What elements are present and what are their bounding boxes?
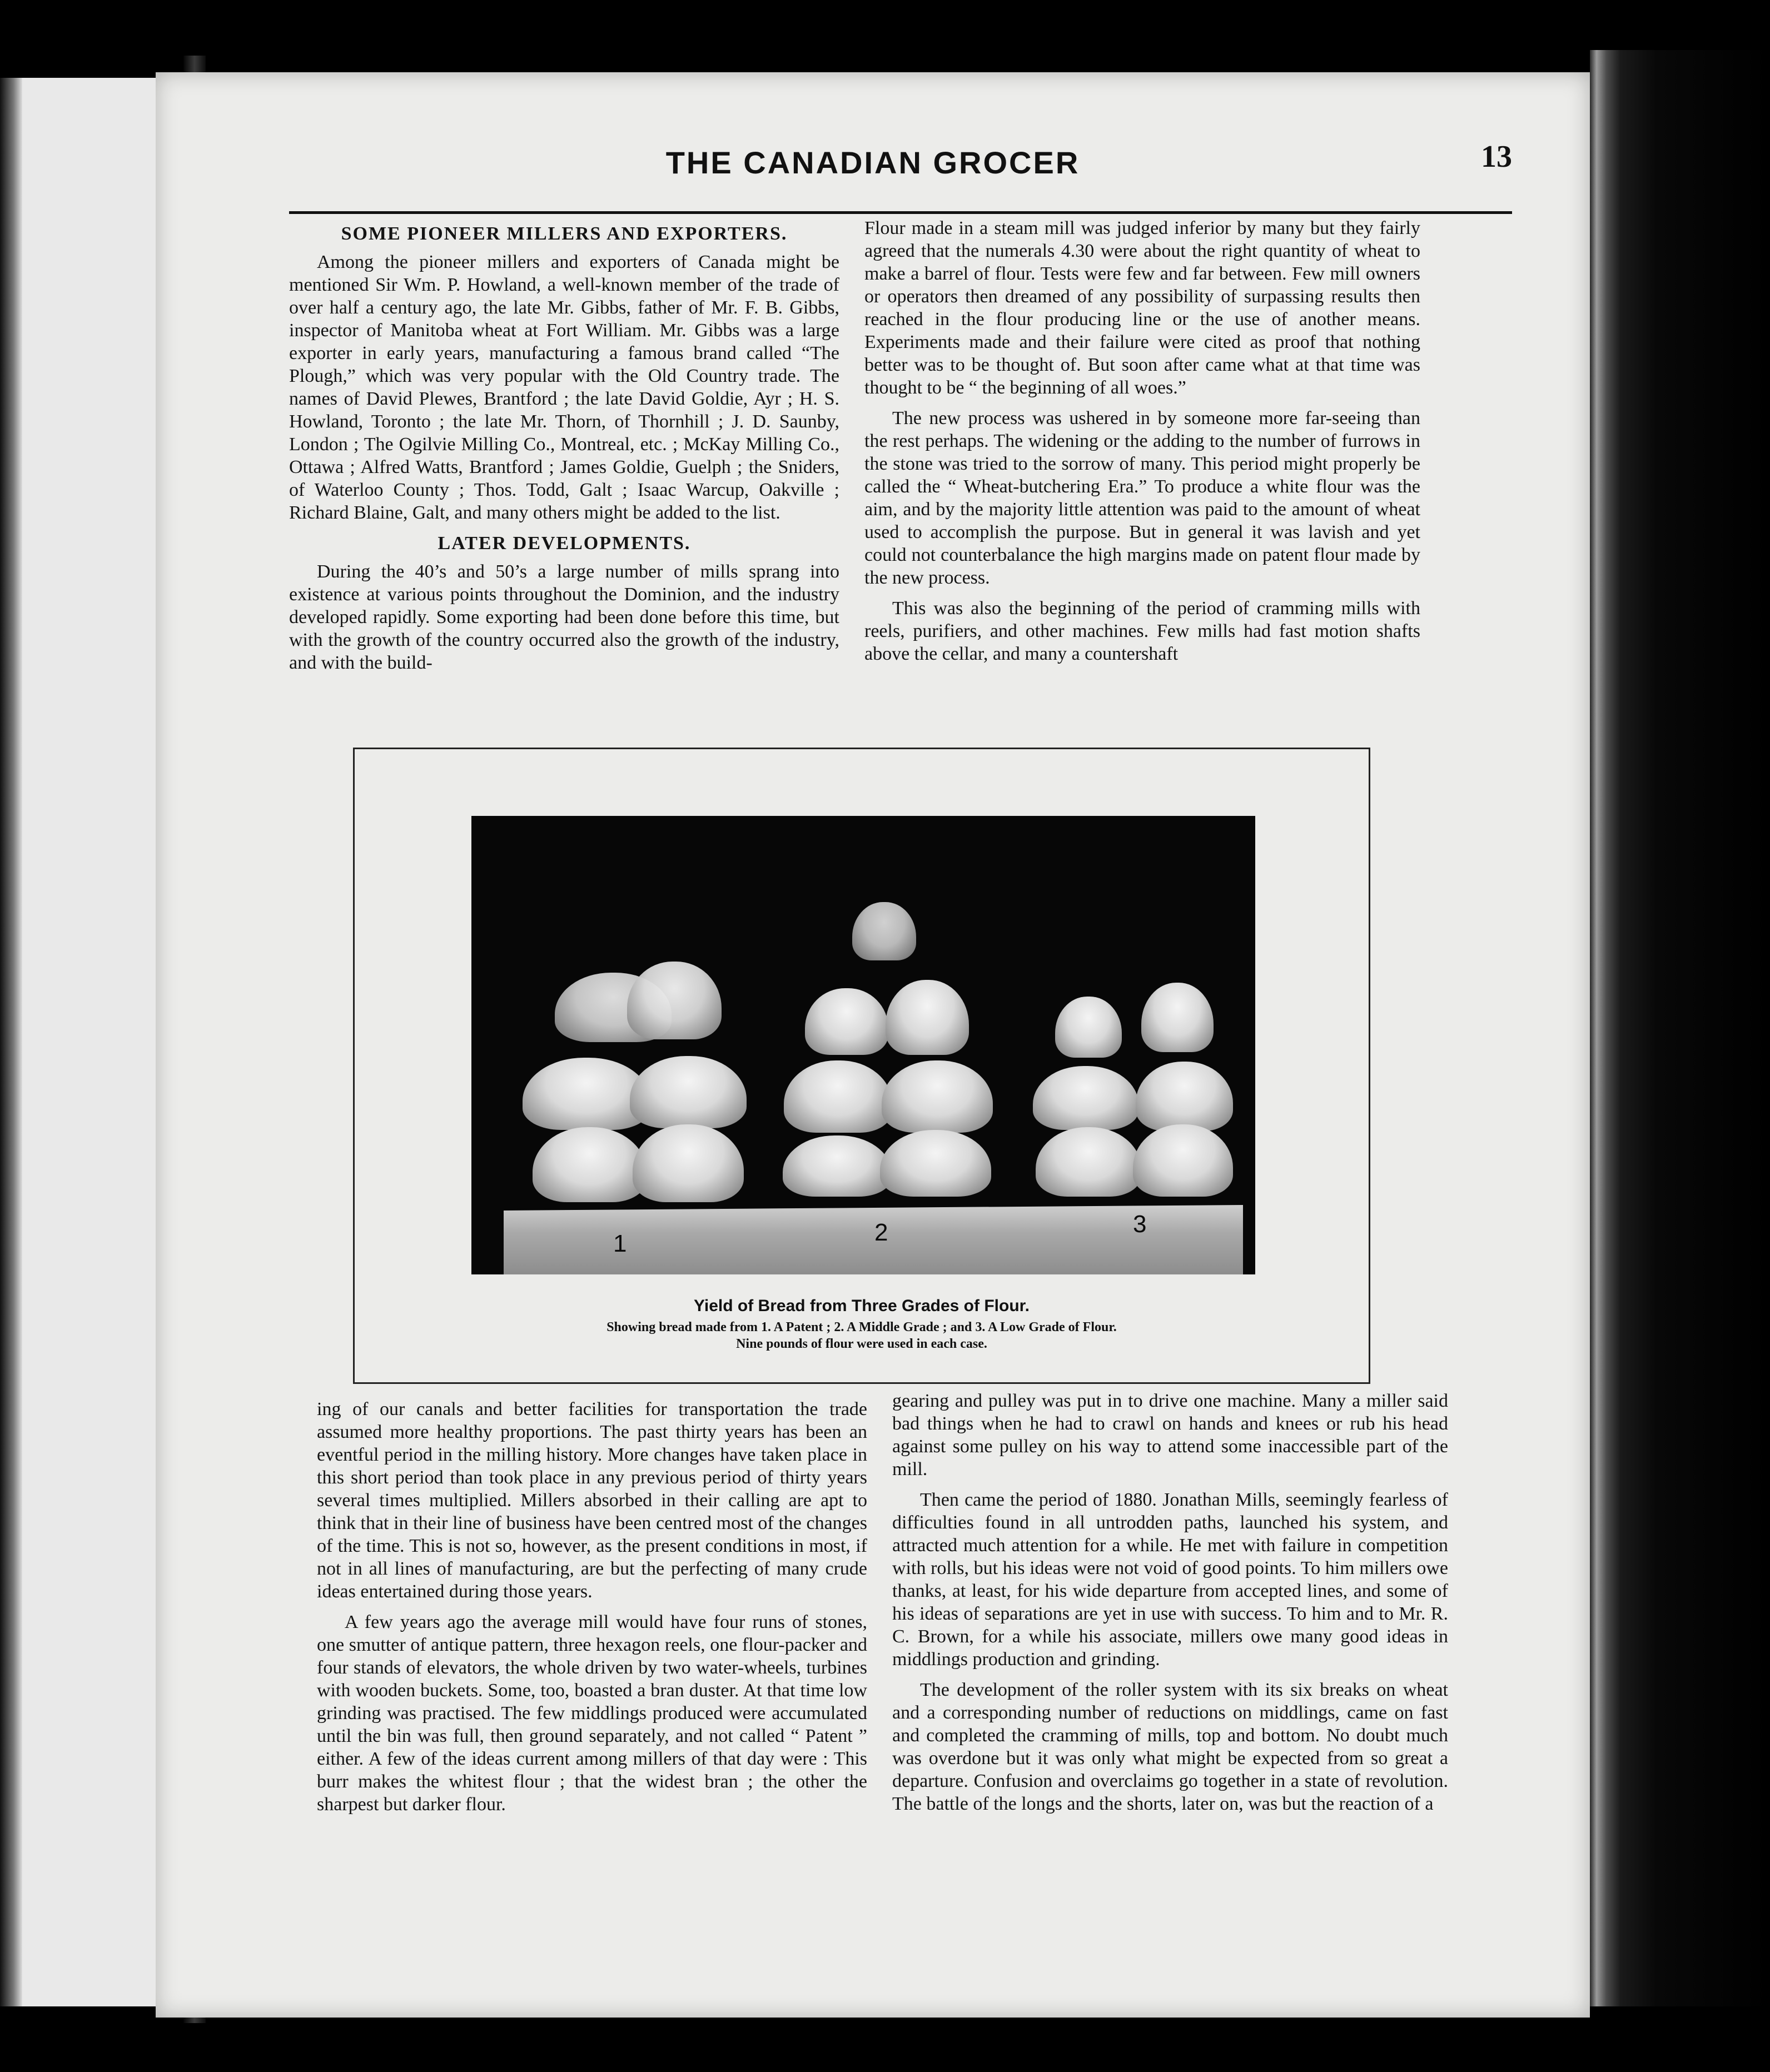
figure-frame — [353, 748, 1370, 1384]
figure-caption-line: Nine pounds of flour were used in each case. — [736, 1337, 987, 1351]
bread-loaf — [880, 1130, 991, 1197]
bread-loaf — [882, 1060, 993, 1133]
paragraph: Then came the period of 1880. Jonathan Mills, seemingly fearless of difficulties found in all untrodden paths, launched his system, and attracted much attention for a while. He met with failure in competition with rolls, but his ideas were not void of good points. To him millers owe thanks, at least, for his wide departure from accepted lines, and some of his ideas of separations are yet in use with success. To him and to Mr. R. C. Brown, for a while his associate, millers owe many good ideas in middlings production and grinding. — [892, 1490, 1448, 1670]
bread-loaf — [1136, 1062, 1233, 1131]
header-rule — [289, 211, 1512, 214]
paragraph: This was also the beginning of the period of cramming mills with reels, purifiers, and other machines. Few mills had fast motion shafts above the cellar, and many a countershaft — [864, 598, 1420, 664]
paragraph: The new process was ushered in by someone more far-seeing than the rest perhaps. The widening or the adding to the number of furrows in the stone was tried to the sorrow of many. This period might properly be called the “ Wheat-butchering Era.” To produce a white flour was the aim, and by the majority little attention was paid to the amount of wheat used to accomplish the purpose. But in general it was lavish and yet could not counterbalance the high margins made on patent flour made by the new process. — [864, 408, 1420, 588]
bread-photograph — [471, 816, 1255, 1274]
section-heading-pioneer-millers: SOME PIONEER MILLERS AND EXPORTERS. — [341, 223, 788, 244]
bread-loaf — [852, 902, 916, 960]
bread-loaf — [533, 1127, 647, 1202]
section-heading-later-developments: LATER DEVELOPMENTS. — [437, 533, 691, 554]
grade-label-1: 1 — [613, 1230, 627, 1257]
page-number: 13 — [1481, 140, 1512, 174]
paragraph: Flour made in a steam mill was judged inferior by many but they fairly agreed that the numerals 4.30 were about the right quantity of wheat to make a barrel of flour. Tests were few and far between. Few mill owners or operators then dreamed of any possibility of surpassing results then reached in the flour producing line or the use of another means. Experiments made and their failure were cited as proof that nothing better was to be thought of. But soon after came what at that time was thought to be “ the beginning of all woes.” — [864, 218, 1420, 398]
left-page-binding-shadow — [0, 78, 22, 2006]
book-page-stack-edge — [1590, 50, 1770, 2006]
bread-loaf — [630, 1056, 747, 1128]
grade-label-2: 2 — [874, 1219, 888, 1246]
bread-loaf — [1055, 997, 1122, 1058]
paragraph: A few years ago the average mill would have four runs of stones, one smutter of antique pattern, three hexagon reels, one flour-packer and four stands of elevators, the whole driven by two water-wheels, turbines with wooden buckets. Some, too, boasted a bran duster. At that time low grinding was practised. The few middlings produced were accumulated until the bin was full, then ground separately, and not called “ Patent ” either. A few of the ideas current among millers of that day were : This burr makes the whitest flour ; that the widest bran ; the other the sharpest but darker flour. — [317, 1612, 867, 1815]
column-top-right — [864, 217, 1420, 673]
magazine-page — [156, 72, 1590, 2018]
bread-loaf — [633, 1124, 744, 1202]
paragraph: The development of the roller system with its six breaks on wheat and a corresponding number of reductions on middlings, came on fast and completed the cramming of mills, top and bottom. No doubt much was overdone but it was only what might be expected from so great a departure. Confusion and overclaims go together in a state of revolution. The battle of the longs and the shorts, later on, was but the reaction of a — [892, 1680, 1448, 1814]
figure-caption-line: Showing bread made from 1. A Patent ; 2. A Middle Grade ; and 3. A Low Grade of Flour. — [606, 1320, 1117, 1334]
grade-label-3: 3 — [1133, 1211, 1147, 1238]
figure-caption-title: Yield of Bread from Three Grades of Flour. — [694, 1297, 1030, 1315]
bread-loaf — [1036, 1127, 1141, 1197]
bread-loaf — [783, 1135, 891, 1197]
bread-loaf — [886, 980, 969, 1055]
bread-loaf — [1141, 983, 1214, 1052]
paragraph: ing of our canals and better facilities for transportation the trade assumed more healthy proportions. The past thirty years has been an eventful period in the milling history. More changes have taken place in this short period than took place in any previous period of thirty years several times multiplied. Millers absorbed in their calling are apt to think that in their line of business have been centred most of the changes of the time. This is not so, however, as the present conditions in most, if not in all lines of manufacturing, are but the perfecting of many crude ideas entertained during those years. — [317, 1399, 867, 1602]
bread-loaf — [1033, 1066, 1138, 1130]
paragraph: gearing and pulley was put in to drive one machine. Many a miller said bad things when he had to crawl on hands and knees or rub his head against some pulley on his way to attend some inaccessible part of the mill. — [892, 1391, 1448, 1480]
bread-loaf — [627, 962, 722, 1039]
bread-loaf — [1133, 1124, 1233, 1197]
masthead-title: THE CANADIAN GROCER — [665, 145, 1080, 180]
column-bottom-left — [317, 1398, 867, 1824]
paragraph: During the 40’s and 50’s a large number of mills sprang into existence at various points throughout the Dominion, and the industry developed rapidly. Some exporting had been done before this time, but with the growth of the country occurred also the growth of the industry, and with the build- — [289, 561, 839, 673]
column-bottom-right — [892, 1389, 1448, 1823]
paragraph: Among the pioneer millers and exporters of Canada might be mentioned Sir Wm. P. Howland, a well-known member of the trade of over half a century ago, the late Mr. Gibbs, father of Mr. F. B. Gibbs, inspector of Manitoba wheat at Fort William. Mr. Gibbs was a large exporter in early years, manufacturing a famous brand called “The Plough,” which was very popular with the Old Country trade. The names of David Plewes, Brantford ; the late David Goldie, Ayr ; H. S. Howland, Toronto ; the late Mr. Thorn, of Thornhill ; J. D. Saunby, London ; The Ogilvie Milling Co., Montreal, etc. ; McKay Milling Co., Ottawa ; Alfred Watts, Brantford ; James Goldie, Guelph ; the Sniders, of Waterloo County ; Thos. Todd, Galt ; Isaac Warcup, Oakville ; Richard Blaine, Galt, and many others might be added to the list. — [289, 252, 839, 523]
bread-loaf — [784, 1060, 892, 1133]
bread-loaf — [805, 988, 888, 1055]
column-top-left — [289, 222, 839, 682]
